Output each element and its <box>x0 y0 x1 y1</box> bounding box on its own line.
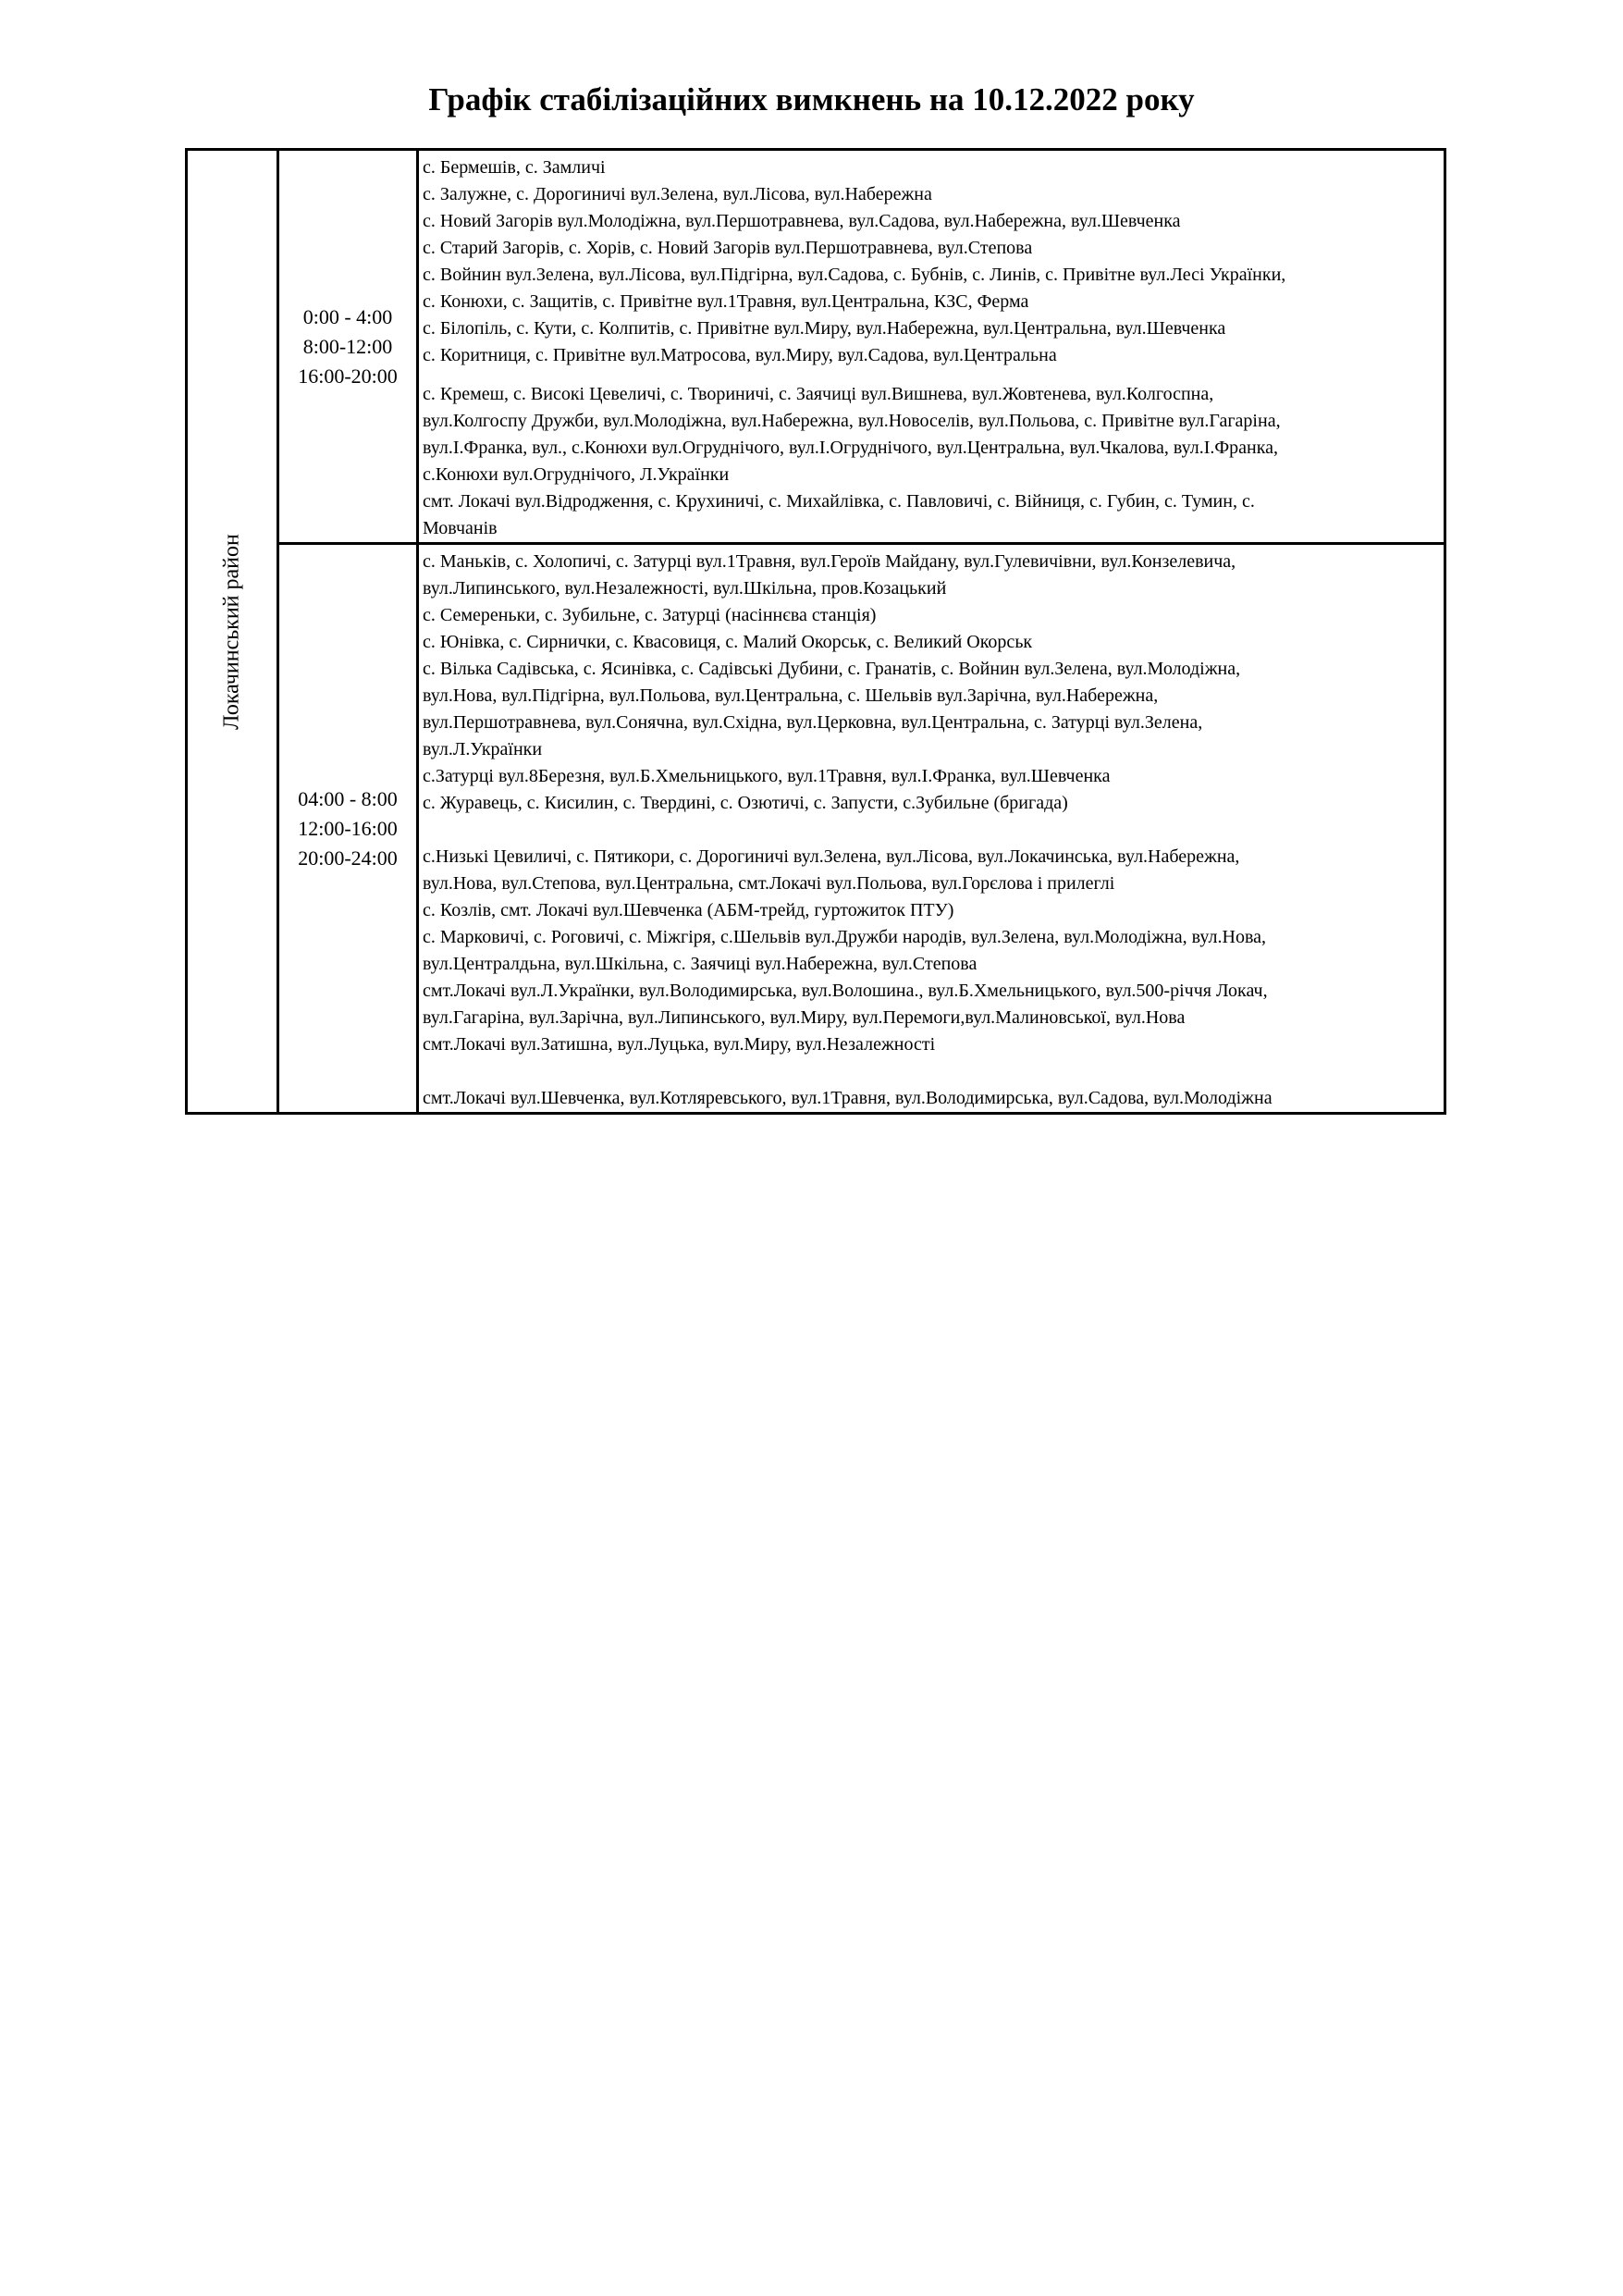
settlement-line: с. Вілька Садівська, с. Ясинівка, с. Садівські Дубини, с. Гранатів, с. Войнин вул.Зелена, вул.Молодіжна, <box>423 659 1241 679</box>
district-cell <box>187 150 278 1114</box>
settlement-line: смт.Локачі вул.Л.Українки, вул.Володимирська, вул.Волошина., вул.Б.Хмельницького, вул.500-річчя Локач, <box>423 981 1268 1001</box>
settlement-line: смт.Локачі вул.Затишна, вул.Луцька, вул.Миру, вул.Незалежності <box>423 1034 936 1055</box>
settlement-line: вул.Липинського, вул.Незалежності, вул.Шкільна, пров.Козацький <box>423 578 947 599</box>
settlement-line: вул.Л.Українки <box>423 739 543 759</box>
settlement-line: вул.Централдьна, вул.Шкільна, с. Заячиці вул.Набережна, вул.Степова <box>423 954 977 974</box>
settlement-line: с. Коритниця, с. Привітне вул.Матросова, вул.Миру, вул.Садова, вул.Центральна <box>423 345 1057 365</box>
time-slot: 04:00 - 8:00 <box>298 786 398 810</box>
time-slot: 8:00-12:00 <box>302 334 393 358</box>
settlement-line: с. Семереньки, с. Зубильне, с. Затурці (насіннєва станція) <box>423 605 877 625</box>
settlement-line: с. Маньків, с. Холопичі, с. Затурці вул.1Травня, вул.Героїв Майдану, вул.Гулевичівни, вул.Конзелевича, <box>423 551 1236 572</box>
schedule-row-2 <box>187 544 1445 1114</box>
settlements-cell <box>418 544 1445 1114</box>
line-spacer <box>423 1058 1442 1085</box>
settlements-cell <box>418 150 1445 544</box>
settlement-line: вул.Колгоспу Дружби, вул.Молодіжна, вул.Набережна, вул.Новоселів, вул.Польова, с. Привітне вул.Гагаріна, <box>423 411 1281 431</box>
settlement-line: с.Низькі Цевиличі, с. Пятикори, с. Дорогиничі вул.Зелена, вул.Лісова, вул.Локачинська, вул.Набережна, <box>423 846 1240 867</box>
settlement-line: Мовчанів <box>423 518 498 538</box>
time-slot: 16:00-20:00 <box>298 364 398 388</box>
settlement-line: с. Войнин вул.Зелена, вул.Лісова, вул.Підгірна, вул.Садова, с. Бубнів, с. Линів, с. Привітне вул.Лесі Українки, <box>423 265 1286 285</box>
line-spacer <box>423 817 1442 844</box>
district-name: Локачинський район <box>219 533 244 730</box>
settlement-line: вул.І.Франка, вул., с.Конюхи вул.Огруднічого, вул.І.Огруднічого, вул.Центральна, вул.Чкалова, вул.І.Франка, <box>423 438 1279 458</box>
settlement-line: с.Затурці вул.8Березня, вул.Б.Хмельницького, вул.1Травня, вул.І.Франка, вул.Шевченка <box>423 766 1111 786</box>
settlement-line: смт. Локачі вул.Відродження, с. Крухиничі, с. Михайлівка, с. Павловичі, с. Війниця, с. Губин, с. Тумин, с. <box>423 491 1255 512</box>
settlement-line: с. Бермешів, с. Замличі <box>423 157 606 178</box>
settlement-line: вул.Гагаріна, вул.Зарічна, вул.Липинського, вул.Миру, вул.Перемоги,вул.Малиновської, вул.Нова <box>423 1007 1186 1028</box>
settlement-line: смт.Локачі вул.Шевченка, вул.Котляревського, вул.1Травня, вул.Володимирська, вул.Садова, вул.Молодіжна <box>423 1088 1273 1108</box>
settlement-line: с. Козлів, смт. Локачі вул.Шевченка (АБМ-трейд, гуртожиток ПТУ) <box>423 900 954 920</box>
schedule-row-1 <box>187 150 1445 544</box>
settlement-line: с. Білопіль, с. Кути, с. Колпитів, с. Привітне вул.Миру, вул.Набережна, вул.Центральна, вул.Шевченка <box>423 318 1226 339</box>
outage-schedule-table <box>185 148 1446 1115</box>
settlement-line: вул.Нова, вул.Підгірна, вул.Польова, вул.Центральна, с. Шельвів вул.Зарічна, вул.Набережна, <box>423 685 1159 706</box>
time-slots-cell <box>278 544 418 1114</box>
settlement-line: с. Залужне, с. Дорогиничі вул.Зелена, вул.Лісова, вул.Набережна <box>423 184 932 204</box>
settlement-line: с. Кремеш, с. Високі Цевеличі, с. Твориничі, с. Заячиці вул.Вишнева, вул.Жовтенева, вул.Колгоспна, <box>423 384 1214 404</box>
settlement-line: с.Конюхи вул.Огруднічого, Л.Українки <box>423 464 730 485</box>
line-spacer <box>423 369 1442 381</box>
time-slot: 0:00 - 4:00 <box>302 304 393 328</box>
settlement-line: с. Конюхи, с. Защитів, с. Привітне вул.1Травня, вул.Центральна, КЗС, Ферма <box>423 291 1029 312</box>
settlement-line: с. Старий Загорів, с. Хорів, с. Новий Загорів вул.Першотравнева, вул.Степова <box>423 238 1033 258</box>
time-slot: 12:00-16:00 <box>298 816 398 840</box>
page-title: Графік стабілізаційних вимкнень на 10.12.2022 року <box>428 81 1195 117</box>
settlement-line: с. Юнівка, с. Сирнички, с. Квасовиця, с. Малий Окорськ, с. Великий Окорськ <box>423 632 1033 652</box>
settlement-line: вул.Нова, вул.Степова, вул.Центральна, смт.Локачі вул.Польова, вул.Горєлова і прилеглі <box>423 873 1115 894</box>
settlement-line: с. Марковичі, с. Роговичі, с. Міжгіря, с.Шельвів вул.Дружби народів, вул.Зелена, вул.Молодіжна, вул.Нова, <box>423 927 1267 947</box>
time-slots-cell <box>278 150 418 544</box>
settlement-line: с. Журавець, с. Кисилин, с. Твердині, с. Озютичі, с. Запусти, с.Зубильне (бригада) <box>423 793 1068 813</box>
settlement-line: вул.Першотравнева, вул.Сонячна, вул.Східна, вул.Церковна, вул.Центральна, с. Затурці вул.Зелена, <box>423 712 1203 733</box>
settlement-line: с. Новий Загорів вул.Молодіжна, вул.Першотравнева, вул.Садова, вул.Набережна, вул.Шевченка <box>423 211 1181 231</box>
time-slot: 20:00-24:00 <box>298 846 398 870</box>
